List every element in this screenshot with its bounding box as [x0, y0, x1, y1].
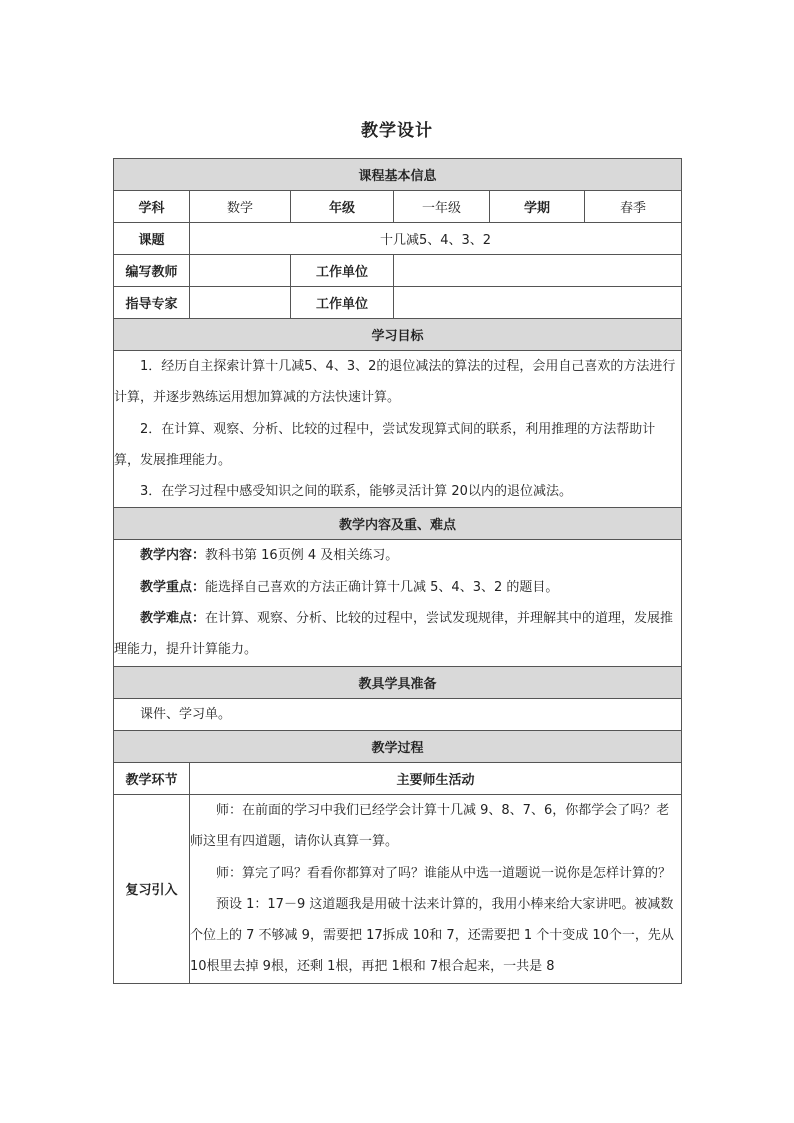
section-header-goals: 学习目标	[114, 319, 682, 351]
advisor-unit-value	[394, 287, 682, 319]
document-title: 教学设计	[361, 121, 433, 141]
content-label: 教学内容：	[140, 548, 206, 564]
term-label: 学期	[490, 191, 585, 223]
advisor-unit-label: 工作单位	[291, 287, 394, 319]
content-body	[114, 540, 682, 666]
activity-paragraph: 预设 1：17－9 这道题我是用破十法来计算的，我用小棒来给大家讲吧。被减数个位上的 7 不够减 9，需要把 17拆成 10和 7，还需要把 1 个十变成 10个一，先从 10根里去掉 9根，还剩 1根，再把 1根和 7根合起来，一共是 8	[190, 896, 674, 975]
section-header-basic-info: 课程基本信息	[114, 159, 682, 191]
column-header-activity: 主要师生活动	[190, 762, 682, 794]
activity-review-intro	[190, 794, 682, 983]
stage-review-intro: 复习引入	[114, 794, 190, 983]
term-value: 春季	[585, 191, 682, 223]
activity-paragraph: 师：算完了吗？看看你都算对了吗？谁能从中选一道题说一说你是怎样计算的？	[216, 865, 672, 881]
grade-label: 年级	[291, 191, 394, 223]
advisor-label: 指导专家	[114, 287, 190, 319]
goal-item: 2．在计算、观察、分析、比较的过程中，尝试发现算式间的联系，利用推理的方法帮助计算，发展推理能力。	[114, 421, 656, 468]
column-header-stage: 教学环节	[114, 762, 190, 794]
key-point-item	[114, 572, 681, 603]
goals-body	[114, 351, 682, 508]
content-item	[114, 540, 681, 571]
advisor-value	[190, 287, 291, 319]
section-header-materials: 教具学具准备	[114, 666, 682, 698]
author-value	[190, 255, 291, 287]
difficult-point-item	[114, 603, 681, 666]
section-header-process: 教学过程	[114, 730, 682, 762]
lesson-plan-table	[113, 158, 682, 984]
key-point-label: 教学重点：	[140, 579, 206, 595]
section-header-content: 教学内容及重、难点	[114, 508, 682, 540]
goal-item: 3．在学习过程中感受知识之间的联系，能够灵活计算 20以内的退位减法。	[140, 484, 572, 500]
topic-label: 课题	[114, 223, 190, 255]
content-text: 教科书第 16页例 4 及相关练习。	[205, 548, 399, 564]
subject-value: 数学	[190, 191, 291, 223]
author-label: 编写教师	[114, 255, 190, 287]
difficult-point-label: 教学难点：	[140, 611, 206, 627]
goal-item: 1．经历自主探索计算十几减5、4、3、2的退位减法的算法的过程，会用自己喜欢的方法进行计算，并逐步熟练运用想加算减的方法快速计算。	[114, 359, 676, 406]
author-unit-label: 工作单位	[291, 255, 394, 287]
difficult-point-text: 在计算、观察、分析、比较的过程中，尝试发现规律，并理解其中的道理，发展推理能力，提升计算能力。	[114, 611, 674, 658]
key-point-text: 能选择自己喜欢的方法正确计算十几减 5、4、3、2 的题目。	[205, 579, 559, 595]
grade-value: 一年级	[394, 191, 490, 223]
subject-label: 学科	[114, 191, 190, 223]
activity-paragraph: 师：在前面的学习中我们已经学会计算十几减 9、8、7、6，你都学会了吗？老师这里有四道题，请你认真算一算。	[190, 802, 670, 850]
topic-value: 十几减5、4、3、2	[190, 223, 682, 255]
author-unit-value	[394, 255, 682, 287]
materials-text: 课件、学习单。	[140, 706, 232, 722]
materials-body	[114, 698, 682, 730]
